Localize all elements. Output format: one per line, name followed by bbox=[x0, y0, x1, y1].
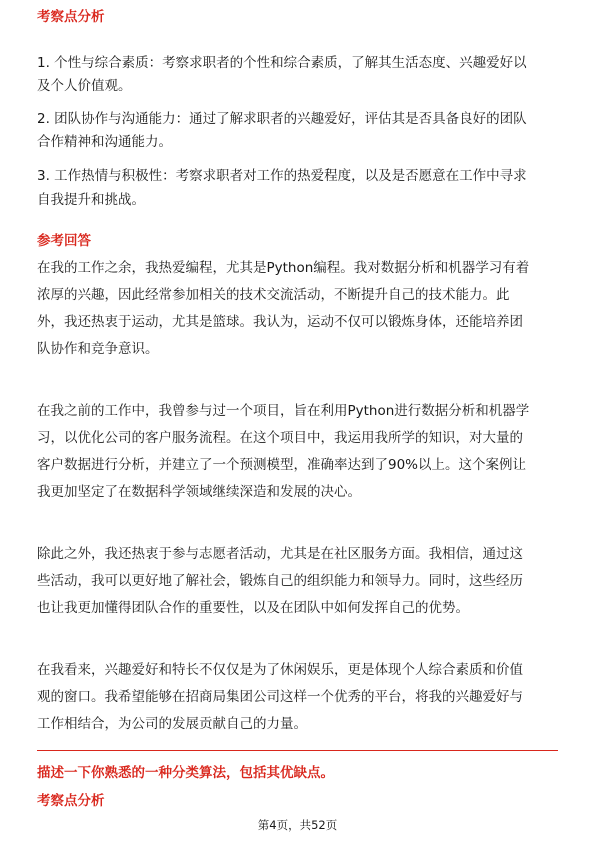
analysis-heading: 考察点分析 bbox=[37, 9, 105, 25]
answer-line: 观的窗口。我希望能够在招商局集团公司这样一个优秀的平台，将我的兴趣爱好与 bbox=[37, 689, 523, 705]
answer-line: 浓厚的兴趣，因此经常参加相关的技术交流活动，不断提升自己的技术能力。此 bbox=[37, 287, 510, 303]
answer-line: 客户数据进行分析，并建立了一个预测模型，准确率达到了90%以上。这个案例让 bbox=[37, 457, 527, 473]
answer-line: 外，我还热衷于运动，尤其是篮球。我认为，运动不仅可以锻炼身体，还能培养团 bbox=[37, 314, 523, 330]
next-question: 描述一下你熟悉的一种分类算法，包括其优缺点。 bbox=[37, 765, 334, 781]
analysis-line: 合作精神和沟通能力。 bbox=[37, 134, 172, 150]
answer-heading: 参考回答 bbox=[37, 233, 91, 249]
answer-line: 我更加坚定了在数据科学领域继续深造和发展的决心。 bbox=[37, 484, 361, 500]
answer-line: 习，以优化公司的客户服务流程。在这个项目中，我运用我所学的知识，对大量的 bbox=[37, 430, 523, 446]
answer-line: 除此之外，我还热衷于参与志愿者活动，尤其是在社区服务方面。我相信，通过这 bbox=[37, 546, 523, 562]
analysis-line: 3. 工作热情与积极性：考察求职者对工作的热爱程度，以及是否愿意在工作中寻求 bbox=[37, 168, 527, 184]
page-number: 第4页，共52页 bbox=[257, 818, 338, 832]
section-divider bbox=[37, 750, 558, 751]
analysis-line: 1. 个性与综合素质：考察求职者的个性和综合素质，了解其生活态度、兴趣爱好以 bbox=[37, 55, 527, 71]
analysis-line: 自我提升和挑战。 bbox=[37, 192, 145, 208]
answer-line: 些活动，我可以更好地了解社会，锻炼自己的组织能力和领导力。同时，这些经历 bbox=[37, 573, 523, 589]
answer-line: 队协作和竞争意识。 bbox=[37, 341, 159, 357]
answer-line: 也让我更加懂得团队合作的重要性，以及在团队中如何发挥自己的优势。 bbox=[37, 600, 469, 616]
answer-line: 在我看来，兴趣爱好和特长不仅仅是为了休闲娱乐，更是体现个人综合素质和价值 bbox=[37, 662, 523, 678]
analysis-line: 及个人价值观。 bbox=[37, 78, 132, 94]
answer-line: 工作相结合，为公司的发展贡献自己的力量。 bbox=[37, 716, 307, 732]
next-analysis-heading: 考察点分析 bbox=[37, 793, 105, 809]
answer-line: 在我的工作之余，我热爱编程，尤其是Python编程。我对数据分析和机器学习有着 bbox=[37, 260, 530, 276]
analysis-line: 2. 团队协作与沟通能力：通过了解求职者的兴趣爱好，评估其是否具备良好的团队 bbox=[37, 111, 527, 127]
answer-line: 在我之前的工作中，我曾参与过一个项目，旨在利用Python进行数据分析和机器学 bbox=[37, 403, 530, 419]
